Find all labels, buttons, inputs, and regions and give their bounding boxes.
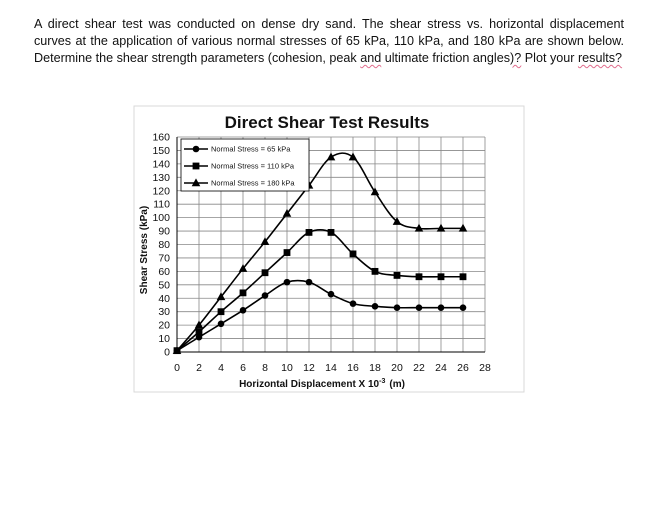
x-tick-label: 24 — [435, 362, 447, 374]
question-text-plot: Plot your — [521, 51, 578, 65]
y-tick-label: 60 — [158, 265, 170, 278]
legend-marker-square — [193, 163, 200, 170]
data-point-circle — [350, 300, 357, 307]
x-tick-label: 4 — [218, 362, 224, 374]
question-text-results: results? — [577, 51, 623, 65]
data-point-square — [460, 273, 467, 280]
data-point-circle — [328, 291, 335, 298]
question-text-q: )? — [510, 51, 522, 65]
data-point-circle — [394, 304, 401, 311]
data-point-circle — [460, 304, 467, 311]
y-tick-label: 90 — [158, 225, 170, 238]
y-tick-label: 150 — [152, 144, 170, 157]
y-tick-label: 130 — [152, 171, 170, 184]
legend — [181, 139, 309, 191]
data-point-circle — [284, 279, 291, 286]
x-tick-label: 10 — [281, 362, 293, 374]
chart-title: Direct Shear Test Results — [224, 113, 430, 132]
data-point-square — [350, 251, 357, 258]
x-axis-title-unit: (m) — [389, 379, 405, 390]
x-tick-label: 6 — [240, 362, 246, 374]
y-tick-label: 50 — [158, 279, 170, 292]
legend-marker-circle — [193, 146, 200, 153]
data-point-circle — [262, 292, 269, 299]
data-point-square — [416, 273, 423, 280]
data-point-square — [262, 269, 269, 276]
y-tick-label: 80 — [158, 239, 170, 251]
y-tick-label: 30 — [158, 306, 170, 319]
x-tick-label: 26 — [457, 362, 469, 374]
data-point-circle — [438, 304, 445, 311]
question-text-mid: ultimate friction angles — [381, 51, 511, 65]
question-text-start: A direct shear test was conducted on dense dry sand. The shear stress vs. horizontal displacement curves at the application of various normal stresses of 65 kPa, 110 kPa, and 180 kPa are shown below. Determine the shear strength parameters (cohesion, peak — [34, 17, 624, 65]
x-tick-label: 18 — [369, 362, 381, 374]
x-tick-label: 0 — [174, 362, 180, 374]
data-point-square — [328, 229, 335, 236]
x-tick-label: 2 — [196, 362, 202, 374]
x-tick-label: 22 — [413, 362, 425, 374]
data-point-square — [394, 272, 401, 279]
y-tick-label: 10 — [158, 333, 170, 346]
question-text-and: and — [360, 51, 382, 65]
data-point-circle — [372, 303, 379, 310]
x-tick-label: 12 — [303, 362, 315, 374]
data-point-square — [306, 229, 313, 236]
x-axis-title-exp: -3 — [379, 378, 386, 385]
data-point-square — [372, 268, 379, 275]
y-tick-label: 100 — [152, 212, 170, 225]
x-tick-label: 28 — [479, 362, 491, 374]
y-tick-label: 70 — [158, 252, 170, 265]
y-axis-title: Shear Stress (kPa) — [139, 205, 150, 295]
data-point-square — [438, 273, 445, 280]
x-tick-label: 8 — [262, 362, 268, 374]
x-tick-label: 14 — [325, 362, 337, 374]
data-point-square — [240, 289, 247, 296]
y-tick-label: 140 — [152, 158, 170, 171]
y-tick-label: 160 — [152, 131, 170, 144]
y-tick-label: 40 — [158, 292, 170, 305]
legend-label: Normal Stress = 180 kPa — [211, 178, 295, 188]
data-point-square — [284, 249, 291, 256]
legend-label: Normal Stress = 110 kPa — [211, 161, 295, 171]
data-point-circle — [240, 307, 247, 314]
data-point-circle — [416, 304, 423, 311]
y-tick-label: 20 — [158, 319, 170, 332]
y-tick-label: 120 — [152, 185, 170, 198]
legend-label: Normal Stress = 65 kPa — [211, 144, 291, 154]
data-point-circle — [218, 320, 225, 327]
y-tick-label: 0 — [164, 346, 170, 359]
y-tick-label: 110 — [153, 198, 170, 211]
data-point-circle — [306, 279, 313, 286]
x-tick-label: 16 — [347, 362, 359, 374]
data-point-square — [218, 308, 225, 315]
x-tick-label: 20 — [391, 362, 403, 374]
data-point-square — [196, 328, 203, 335]
x-axis-title-main: Horizontal Displacement X 10 — [239, 379, 380, 390]
